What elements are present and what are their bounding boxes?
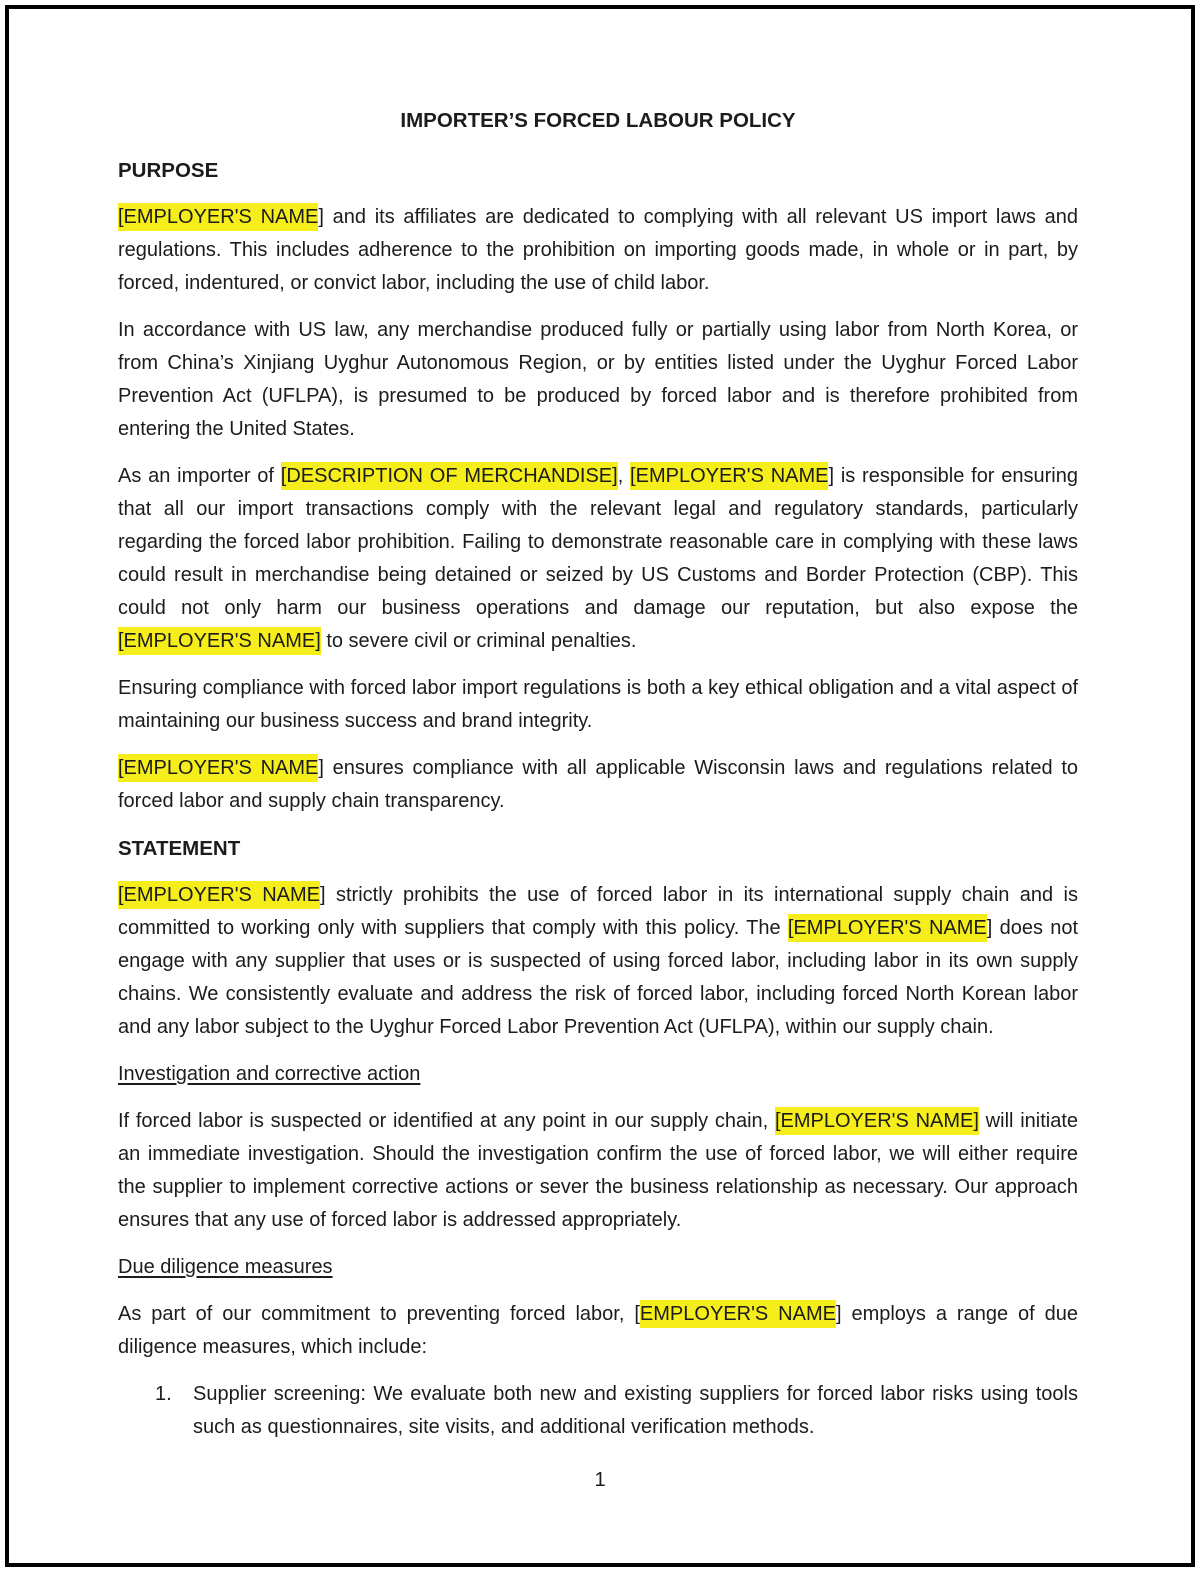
text-run: ] employs a range of due diligence measures, which include: [118, 1303, 1079, 1358]
placeholder-highlight: [EMPLOYER'S NAME [118, 754, 318, 782]
text-run: to severe civil or criminal penalties. [320, 630, 637, 652]
statement-heading: STATEMENT [118, 837, 241, 860]
due-diligence-subheading: Due diligence measures [118, 1256, 333, 1278]
text-run: As an importer of [118, 465, 281, 487]
placeholder-highlight: EMPLOYER'S NAME [640, 1300, 836, 1328]
text-run: As part of our commitment to preventing forced labor, [ [118, 1303, 640, 1325]
placeholder-highlight: [EMPLOYER'S NAME [630, 462, 828, 490]
placeholder-highlight: [EMPLOYER'S NAME] [775, 1107, 979, 1135]
text-run: In accordance with US law, any merchandise produced fully or partially using labor from North Korea, or from China’s Xinjiang Uyghur Autonomous Region, or by entities listed under the Uyghur Forced Labor Prevention Act (UFLPA), is presumed to be produced by forced labor and is therefore prohibited from entering the United States. [118, 319, 1078, 440]
statement-paragraph [118, 879, 1078, 1044]
investigation-paragraph [118, 1105, 1078, 1237]
text-run: If forced labor is suspected or identified at any point in our supply chain, [118, 1110, 775, 1132]
text-run: ] is responsible for ensuring that all our import transactions comply with the relevant legal and regulatory standards, particularly regarding the forced labor prohibition. Failing to demonstrate reasonable care in complying with these laws could result in merchandise being detained or seized by US Customs and Border Protection (CBP). This could not only harm our business operations and damage our reputation, but also expose the [118, 465, 1078, 619]
purpose-paragraph-1 [118, 201, 1078, 300]
document-title: IMPORTER’S FORCED LABOUR POLICY [400, 109, 796, 132]
text-run: ] does not engage with any supplier that uses or is suspected of using forced labor, including labor in its own supply chains. We consistently evaluate and address the risk of forced labor, including forced North Korean labor and any labor subject to the Uyghur Forced Labor Prevention Act (UFLPA), within our supply chain. [118, 917, 1078, 1038]
list-item-text [193, 1378, 1078, 1444]
text-run: Ensuring compliance with forced labor import regulations is both a key ethical obligation and a vital aspect of maintaining our business success and brand integrity. [118, 677, 1078, 732]
list-item-number: 1. [155, 1383, 172, 1405]
text-run: will initiate an immediate investigation. Should the investigation confirm the use of forced labor, we will either require the supplier to implement corrective actions or sever the business relationship as necessary. Our approach ensures that any use of forced labor is addressed appropriately. [118, 1110, 1079, 1231]
document-content [118, 104, 1078, 1458]
purpose-heading: PURPOSE [118, 159, 219, 182]
placeholder-highlight: [DESCRIPTION OF MERCHANDISE] [281, 462, 618, 490]
purpose-paragraph-5 [118, 752, 1078, 818]
placeholder-highlight: [EMPLOYER'S NAME [118, 881, 320, 909]
page-number: 1 [594, 1469, 606, 1491]
placeholder-highlight: [EMPLOYER'S NAME [118, 203, 318, 231]
list-item [155, 1378, 1078, 1444]
text-run: ] and its affiliates are dedicated to complying with all relevant US import laws and regulations. This includes adherence to the prohibition on importing goods made, in whole or in part, by forced, indentured, or convict labor, including the use of child labor. [118, 206, 1079, 294]
placeholder-highlight: [EMPLOYER'S NAME [788, 914, 987, 942]
investigation-subheading: Investigation and corrective action [118, 1063, 421, 1085]
purpose-paragraph-3 [118, 460, 1078, 658]
text-run: Supplier screening: We evaluate both new and existing suppliers for forced labor risks using tools such as questionnaires, site visits, and additional verification methods. [193, 1383, 1078, 1438]
due-diligence-list [155, 1378, 1078, 1444]
purpose-paragraph-2 [118, 314, 1078, 446]
document-body [118, 154, 1078, 1444]
text-run: ] strictly prohibits the use of forced labor in its international supply chain and is committed to working only with suppliers that comply with this policy. The [118, 884, 1078, 939]
text-run: ] ensures compliance with all applicable Wisconsin laws and regulations related to forced labor and supply chain transparency. [118, 757, 1079, 812]
due-diligence-paragraph [118, 1298, 1078, 1364]
purpose-paragraph-4 [118, 672, 1078, 738]
text-run: , [617, 465, 631, 487]
placeholder-highlight: [EMPLOYER'S NAME] [118, 627, 321, 655]
